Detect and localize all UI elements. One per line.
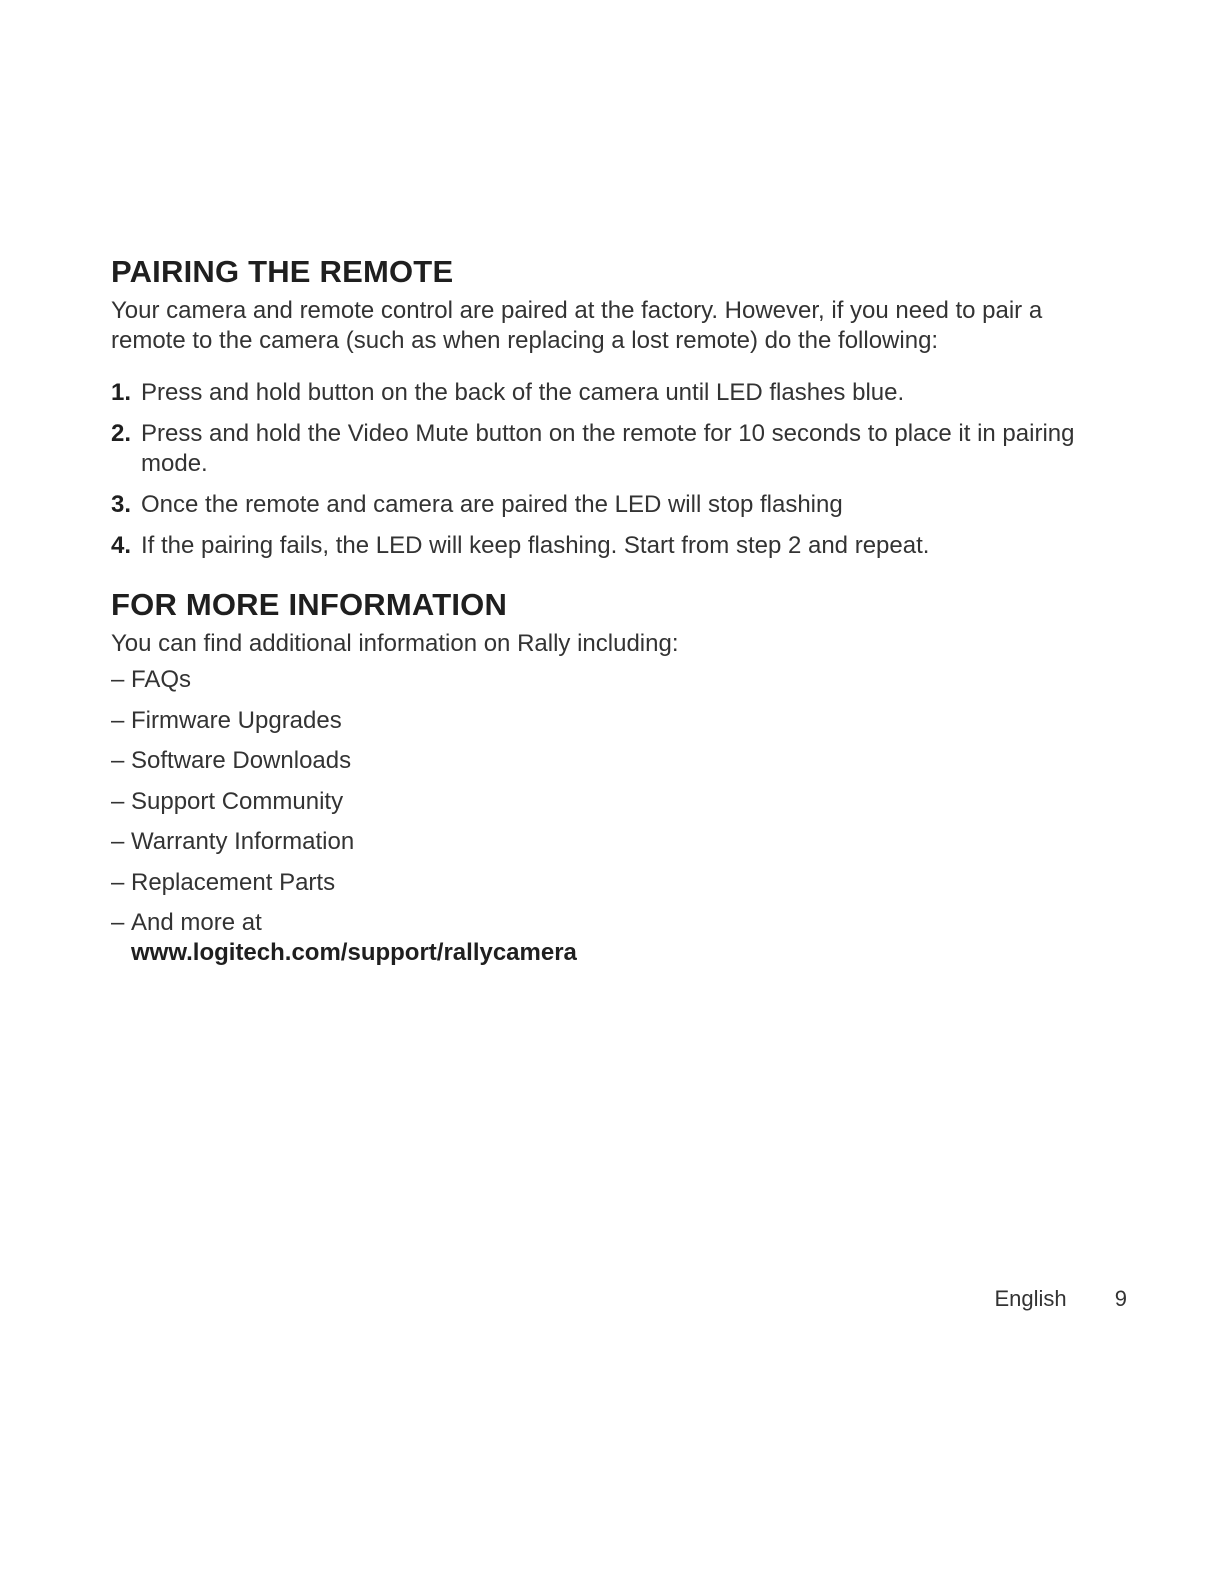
step-text: If the pairing fails, the LED will keep flashing. Start from step 2 and repeat. <box>141 532 930 559</box>
list-item-text: Replacement Parts <box>131 868 336 896</box>
list-item <box>111 665 1111 695</box>
step-item <box>111 531 1111 561</box>
step-number: 2. <box>111 420 132 447</box>
list-item-text: FAQs <box>131 666 192 693</box>
support-url-link[interactable]: www.logitech.com/support/rallycamera <box>131 939 577 966</box>
step-text: Press and hold button on the back of the camera until LED flashes blue. <box>141 379 905 406</box>
footer-language: English <box>994 1286 1067 1311</box>
pairing-steps-list <box>111 378 1111 561</box>
step-number: 1. <box>111 379 132 406</box>
list-item <box>111 706 1111 736</box>
more-info-list <box>111 665 1111 968</box>
more-info-section <box>111 585 1111 968</box>
list-item-text: Warranty Information <box>131 828 355 855</box>
dash-bullet: – <box>111 666 125 693</box>
list-item <box>111 868 1111 898</box>
step-item <box>111 419 1111 479</box>
list-item-text: And more at <box>131 909 262 936</box>
step-text: Once the remote and camera are paired the LED will stop flashing <box>141 491 843 518</box>
list-item-text: Firmware Upgrades <box>131 706 342 734</box>
list-item-text: Software Downloads <box>131 747 352 774</box>
page-footer <box>994 1284 1127 1314</box>
pairing-intro: Your camera and remote control are paired at the factory. However, if you need to pair a remote to the camera (such as when replacing a lost remote) do the following: <box>111 297 1043 354</box>
pairing-section <box>111 252 1111 561</box>
dash-bullet: – <box>111 909 125 936</box>
list-item-text: Support Community <box>131 787 344 815</box>
more-info-intro: You can find additional information on Rally including: <box>111 630 679 657</box>
dash-bullet: – <box>111 706 125 734</box>
pairing-heading: PAIRING THE REMOTE <box>111 254 454 289</box>
page-content <box>111 252 1111 979</box>
step-number: 4. <box>111 532 132 559</box>
page-number: 9 <box>1114 1286 1127 1311</box>
list-item <box>111 746 1111 776</box>
step-item <box>111 490 1111 520</box>
dash-bullet: – <box>111 747 125 774</box>
list-item-more <box>111 908 1111 968</box>
step-text: Press and hold the Video Mute button on the remote for 10 seconds to place it in pairing mode. <box>141 420 1075 477</box>
list-item <box>111 827 1111 857</box>
dash-bullet: – <box>111 868 125 896</box>
dash-bullet: – <box>111 787 125 815</box>
more-info-heading: FOR MORE INFORMATION <box>111 587 508 622</box>
dash-bullet: – <box>111 828 125 855</box>
step-number: 3. <box>111 491 132 518</box>
step-item <box>111 378 1111 408</box>
list-item <box>111 787 1111 817</box>
